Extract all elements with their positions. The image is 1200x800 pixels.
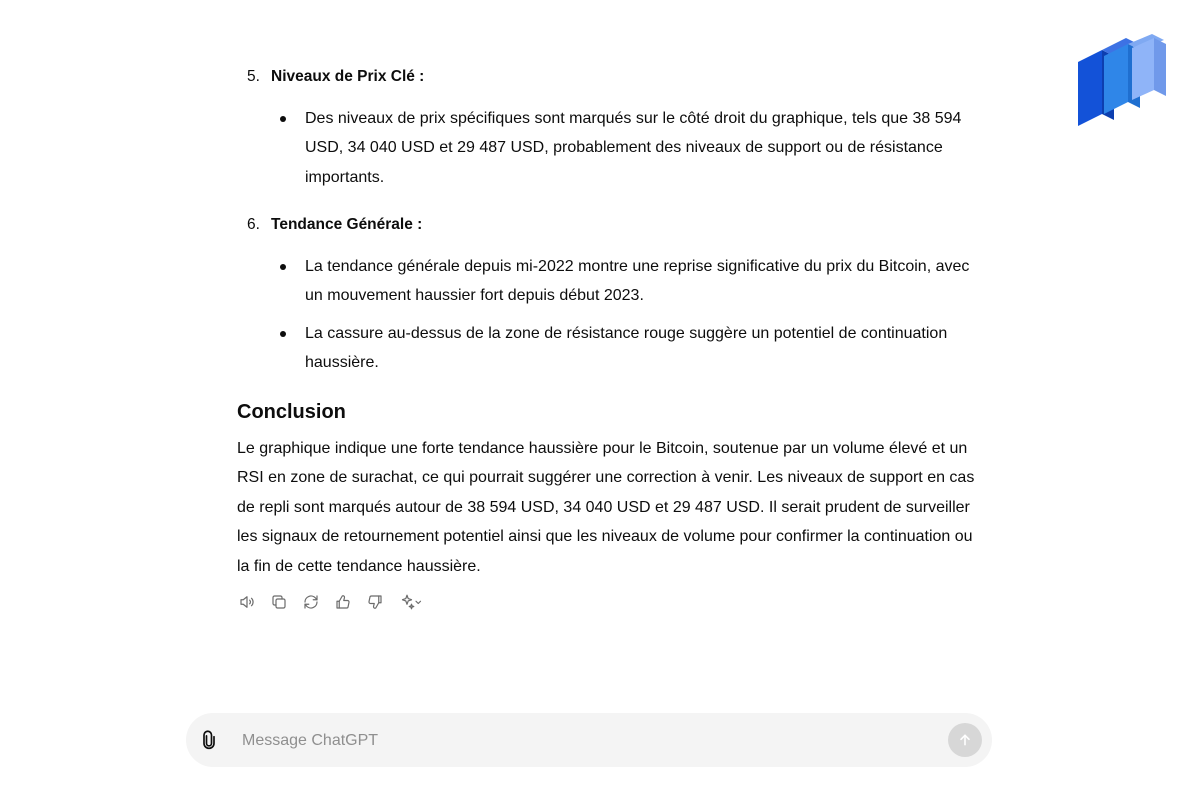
brand-logo-icon <box>1074 34 1170 130</box>
message-input[interactable] <box>240 727 934 755</box>
list-item: La cassure au-dessus de la zone de résistance rouge suggère un potentiel de continuation haussière. <box>305 319 982 378</box>
conclusion-heading: Conclusion <box>237 400 346 423</box>
conclusion-paragraph: Le graphique indique une forte tendance haussière pour le Bitcoin, soutenue par un volume élevé et un RSI en zone de surachat, ce qui pourrait suggérer une correction à venir. Les niveaux de support en cas de repli sont marqués autour de 38 594 USD, 34 040 USD et 29 487 USD. Il serait prudent de surveiller les signaux de retournement potentiel ainsi que les niveaux de volume pour confirmer la continuation ou la fin de cette tendance haussière. <box>237 439 975 575</box>
section-number: 5. <box>247 68 260 85</box>
list-item: La tendance générale depuis mi-2022 montre une reprise significative du prix du Bitcoin, avec un mouvement haussier fort depuis début 2023. <box>305 252 982 311</box>
message-composer <box>186 713 992 767</box>
regenerate-icon[interactable] <box>301 593 320 612</box>
copy-icon[interactable] <box>269 593 288 612</box>
section-number: 6. <box>247 216 260 233</box>
bullet-list <box>237 104 982 193</box>
message-actions <box>237 591 982 613</box>
arrow-up-icon <box>957 732 973 748</box>
section-title: Niveaux de Prix Clé : <box>271 68 425 85</box>
bullet-list <box>237 252 982 378</box>
thumbs-up-icon[interactable] <box>333 593 352 612</box>
list-item: Des niveaux de prix spécifiques sont marqués sur le côté droit du graphique, tels que 38 594 USD, 34 040 USD et 29 487 USD, probablement des niveaux de support ou de résistance importants. <box>305 104 982 193</box>
section-title: Tendance Générale : <box>271 216 423 233</box>
thumbs-down-icon[interactable] <box>365 593 384 612</box>
send-button[interactable] <box>948 723 982 757</box>
section-heading <box>247 62 982 92</box>
assistant-message <box>237 62 982 613</box>
read-aloud-icon[interactable] <box>237 593 256 612</box>
sparkle-model-icon[interactable] <box>397 593 425 612</box>
paperclip-icon[interactable] <box>198 729 220 751</box>
section-heading <box>247 210 982 240</box>
